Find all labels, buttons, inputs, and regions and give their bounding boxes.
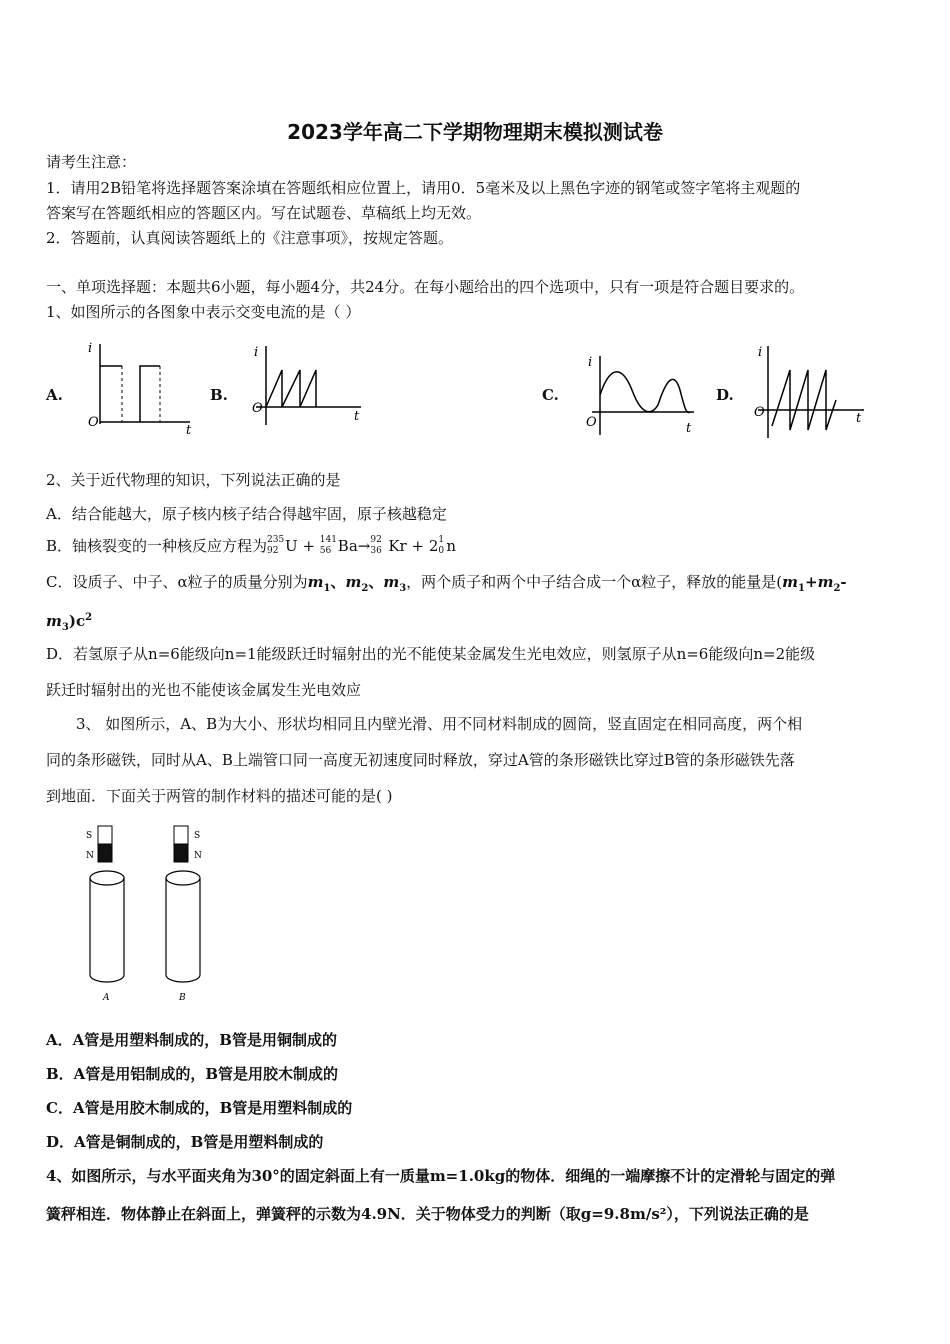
exam-title: 2023学年高二下学期物理期末模拟测试卷 <box>287 120 663 144</box>
q3-stem-line2: 同的条形磁铁，同时从A、B上端管口同一高度无初速度同时释放，穿过A管的条形磁铁比穿过B管的条形磁铁先落 <box>46 751 795 769</box>
q3-stem-line1: 3、 如图所示，A、B为大小、形状均相同且内壁光滑、用不同材料制成的圆筒，竖直固定在相同高度，两个相 <box>76 715 803 733</box>
axis-i-label: i <box>88 341 93 356</box>
q3-tubes-figure <box>80 820 230 1010</box>
notice-heading: 请考生注意： <box>46 153 137 171</box>
q4-stem-line2: 簧秤相连．物体静止在斜面上，弹簧秤的示数为4.9N．关于物体受力的判断（取g=9.8m/s²），下列说法正确的是 <box>46 1205 809 1223</box>
tube-a-label: A <box>103 993 110 1003</box>
q2-option-b: B．铀核裂变的一种核反应方程为 235 92 U + 141 56 Ba→ 92 36 Kr + 2 1 0 n <box>46 535 457 556</box>
q3-stem-line3: 到地面．下面关于两管的制作材料的描述可能的是( ) <box>46 787 393 805</box>
q3-option-a: A．A管是用塑料制成的，B管是用铜制成的 <box>46 1031 337 1049</box>
q2-option-d-line2: 跃迁时辐射出的光也不能使该金属发生光电效应 <box>46 681 362 699</box>
q3-option-b: B．A管是用铝制成的，B管是用胶木制成的 <box>46 1065 338 1083</box>
magnet-b-s <box>174 826 188 844</box>
tube-a <box>90 871 124 982</box>
graph-c <box>582 350 702 440</box>
tube-b <box>166 871 200 982</box>
origin-label: O <box>586 415 597 430</box>
axis-i-label: i <box>758 345 763 360</box>
q1-stem: 1、如图所示的各图象中表示交变电流的是（ ） <box>46 303 361 321</box>
q2-option-b-text: B．铀核裂变的一种核反应方程为 <box>46 537 268 555</box>
q1-label-a: A. <box>46 386 63 404</box>
origin-label: O <box>754 405 765 420</box>
q4-stem-line1: 4、如图所示，与水平面夹角为30°的固定斜面上有一质量m=1.0kg的物体．细绳的一端摩擦不计的定滑轮与固定的弹 <box>46 1167 836 1185</box>
q2-option-c-line1: C．设质子、中子、α粒子的质量分别为$m_1$、$m_2$、$m_3$，两个质子和两个中子结合成一个α粒子，释放的能量是($m_1+m_2-$ <box>46 573 847 594</box>
notice-line-2: 答案写在答题纸相应的答题区内。写在试题卷、草稿纸上均无效。 <box>46 204 482 222</box>
q2-option-a: A．结合能越大，原子核内核子结合得越牢固，原子核越稳定 <box>46 505 447 523</box>
axis-i-label: i <box>254 345 259 360</box>
q3-option-c: C．A管是用胶木制成的，B管是用塑料制成的 <box>46 1099 353 1117</box>
tube-b-label: B <box>179 993 186 1003</box>
magnet-a-n <box>98 844 112 862</box>
q1-label-d: D. <box>716 386 734 404</box>
q3-option-d: D．A管是铜制成的，B管是用塑料制成的 <box>46 1133 324 1151</box>
q1-label-c: C. <box>542 386 559 404</box>
q1-label-b: B. <box>210 386 228 404</box>
axis-i-label: i <box>588 355 593 370</box>
notice-line-1: 1．请用2B铅笔将选择题答案涂填在答题纸相应位置上，请用0．5毫米及以上黑色字迹的钢笔或签字笔将主观题的 <box>46 179 801 197</box>
graph-d <box>750 340 870 440</box>
magnet-a-s-label: S <box>86 831 93 841</box>
axis-t-label: t <box>186 423 192 436</box>
magnet-a-s <box>98 826 112 844</box>
q2-option-d-line1: D．若氢原子从n=6能级向n=1能级跃迁时辐射出的光不能使某金属发生光电效应，则氢原子从n=6能级向n=2能级 <box>46 645 816 663</box>
origin-label: O <box>252 401 263 416</box>
magnet-b-n <box>174 844 188 862</box>
axis-t-label: t <box>354 409 360 424</box>
magnet-b-s-label: S <box>194 831 201 841</box>
axis-t-label: t <box>856 411 862 426</box>
magnet-a-n-label: N <box>86 851 94 861</box>
q2-option-c-line2: $m_3)c^2$ <box>46 612 93 633</box>
graph-b <box>246 340 366 430</box>
q2-stem: 2、关于近代物理的知识，下列说法正确的是 <box>46 471 341 489</box>
notice-line-3: 2．答题前，认真阅读答题纸上的《注意事项》，按规定答题。 <box>46 229 454 247</box>
graph-a <box>80 336 200 436</box>
origin-label: O <box>88 415 99 430</box>
axis-t-label: t <box>686 421 692 436</box>
magnet-b-n-label: N <box>194 851 202 861</box>
section-1-heading: 一、单项选择题：本题共6小题，每小题4分，共24分。在每小题给出的四个选项中，只有一项是符合题目要求的。 <box>46 278 805 296</box>
